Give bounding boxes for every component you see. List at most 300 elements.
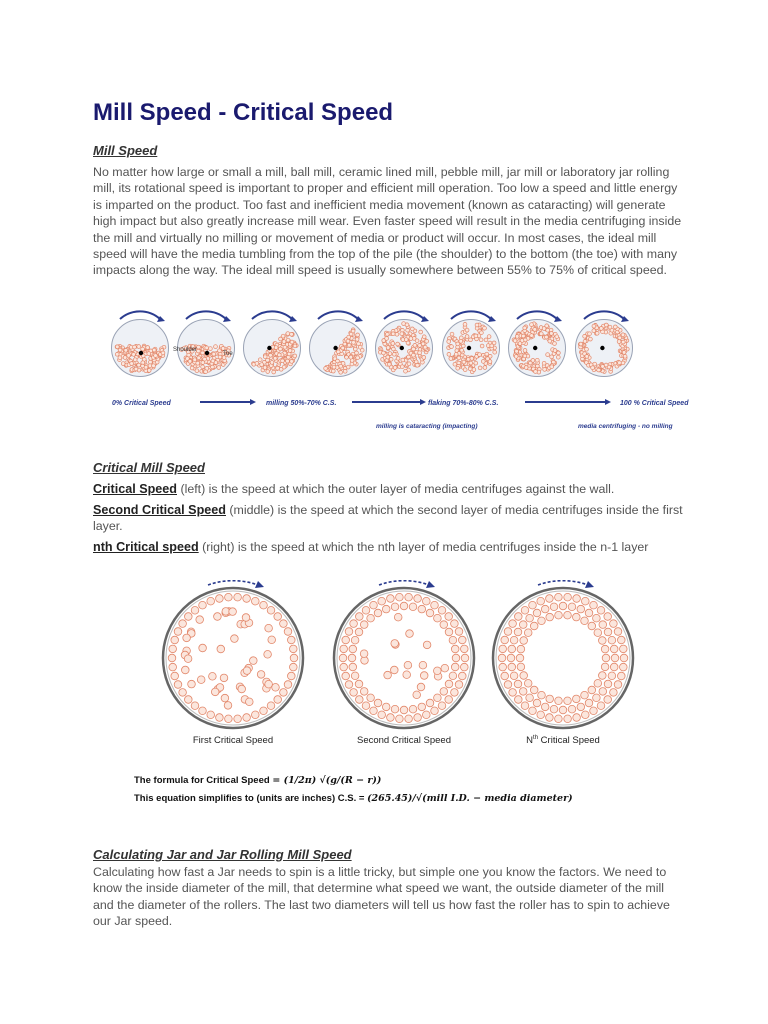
media-ball [409,603,417,611]
media-ball [201,365,205,369]
media-ball [483,366,487,370]
media-ball [258,358,262,362]
mill-speed-progression-figure [100,308,740,438]
media-ball [478,366,482,370]
media-ball [362,607,370,615]
media-ball [274,696,282,704]
mill-drum-row [112,311,633,376]
media-ball [201,361,205,365]
media-ball [121,362,125,366]
media-ball [589,337,593,341]
media-ball [557,351,561,355]
media-ball [478,353,482,357]
media-ball [593,694,601,702]
nth-critical-speed-text: (right) is the speed at which the nth layer of media centrifuges inside the n-1 layer [198,540,649,554]
media-ball [423,641,431,649]
media-ball [221,347,225,351]
mill-drum [376,311,433,376]
media-ball [286,359,290,363]
media-ball [449,357,453,361]
media-ball [519,621,527,629]
media-ball [582,597,590,605]
media-ball [152,348,156,352]
critical-drum [163,581,303,728]
media-ball [290,645,298,653]
media-ball [579,342,583,346]
media-ball [447,340,451,344]
media-ball [400,706,408,714]
nth-critical-speed-term: nth Critical speed [93,540,199,554]
media-ball [225,715,233,723]
media-ball [280,620,288,628]
media-ball [286,338,290,342]
media-ball [499,663,507,671]
media-ball [343,342,347,346]
media-ball [553,342,557,346]
media-ball [205,346,209,350]
media-ball [608,636,616,644]
media-ball [514,680,522,688]
media-ball [345,355,349,359]
media-ball [617,340,621,344]
media-ball [234,715,242,723]
rotation-arrow-icon [584,311,624,319]
media-ball [234,593,242,601]
page-title: Mill Speed - Critical Speed [93,99,394,126]
media-ball [218,355,222,359]
media-ball [342,672,350,680]
section-heading-critical-mill-speed: Critical Mill Speed [93,460,205,475]
media-ball [350,362,354,366]
media-ball [564,697,572,705]
media-ball [345,628,353,636]
media-ball [425,339,429,343]
media-ball [451,689,459,697]
media-ball [517,645,525,653]
media-ball [559,706,567,714]
media-ball [475,323,479,327]
media-ball [462,360,466,364]
media-ball [445,696,453,704]
media-ball [581,691,589,699]
media-ball [406,630,414,638]
media-ball [382,351,386,355]
media-ball [577,703,585,711]
media-ball [618,336,622,340]
media-ball [214,345,218,349]
media-ball [585,355,589,359]
media-ball [356,356,360,360]
media-ball [521,607,529,615]
media-ball [535,358,539,362]
second-critical-speed-definition [93,502,683,535]
media-ball [413,691,421,699]
media-ball [524,680,532,688]
media-ball [610,689,618,697]
media-ball [526,614,534,622]
media-ball [225,593,233,601]
media-ball [404,661,412,669]
media-ball [533,609,541,617]
media-ball [179,689,187,697]
media-ball [290,360,294,364]
media-ball [431,707,439,715]
media-ball [469,338,473,342]
media-ball [184,655,192,663]
media-ball [602,654,610,662]
media-ball [360,650,368,658]
media-ball [182,666,190,674]
media-ball [493,350,497,354]
mill-drum [112,311,169,376]
media-ball [608,325,612,329]
media-ball [403,671,411,679]
media-ball [542,327,546,331]
media-ball [242,614,250,622]
media-ball [339,370,343,374]
media-ball [526,694,534,702]
media-ball [356,333,360,337]
media-ball [610,620,618,628]
media-ball [530,686,538,694]
media-ball [169,663,177,671]
media-ball [504,628,512,636]
media-ball [132,353,136,357]
media-ball [207,711,215,719]
media-ball [440,688,448,696]
media-ball [137,345,141,349]
formula-line-2: This equation simplifies to (units are inches) C.S. = (265.45)/√(mill I.D. − media diameter) [134,793,573,804]
media-ball [360,621,368,629]
media-ball [252,597,260,605]
mill-drum [509,311,566,376]
mill-drum [576,311,633,376]
media-ball [147,352,151,356]
media-ball [426,699,434,707]
media-ball [585,699,593,707]
media-ball [350,689,358,697]
media-ball [355,680,363,688]
media-ball [573,613,581,621]
rotation-arrow-icon [208,581,258,585]
media-ball [404,369,408,373]
media-ball [588,332,592,336]
toe-label: Toe [223,351,233,357]
media-ball [455,628,463,636]
media-ball [595,331,599,335]
media-ball [445,680,453,688]
rotation-arrow-icon [379,581,429,585]
media-ball [546,613,554,621]
critical-drum-row [163,581,633,728]
media-ball [604,680,612,688]
media-ball [179,620,187,628]
media-ball [470,357,474,361]
media-ball [214,613,222,621]
media-ball [257,671,265,679]
media-ball [422,335,426,339]
media-ball [590,601,598,609]
media-ball [255,362,259,366]
media-ball [523,326,527,330]
media-ball [452,654,460,662]
media-ball [263,366,267,370]
media-ball [197,356,201,360]
media-ball [267,607,275,615]
media-ball [370,601,378,609]
second-critical-speed-caption: Second Critical Speed [357,735,451,746]
media-ball [423,711,431,719]
media-ball [378,711,386,719]
media-ball [463,322,467,326]
media-ball [144,365,148,369]
media-ball [134,367,138,371]
media-ball [288,672,296,680]
media-ball [348,654,356,662]
media-ball [171,672,179,680]
media-ball [461,663,469,671]
media-ball [204,370,208,374]
media-ball [523,349,527,353]
media-ball [169,645,177,653]
media-ball [391,342,395,346]
media-ball [581,617,589,625]
media-ball [583,339,587,343]
media-ball [454,352,458,356]
media-ball [509,620,517,628]
media-ball [594,680,602,688]
media-ball [623,354,627,358]
media-ball [438,607,446,615]
media-ball [387,714,395,722]
media-ball [613,325,617,329]
media-ball [573,595,581,603]
media-ball [412,353,416,357]
media-ball [343,369,347,373]
media-ball [243,595,251,603]
media-ball [149,360,153,364]
media-ball [250,657,258,665]
media-ball [469,361,473,365]
media-ball [386,346,390,350]
media-ball [290,332,294,336]
media-ball [387,362,391,366]
media-ball [352,341,356,345]
media-ball [384,671,392,679]
media-ball [604,613,612,621]
media-ball [351,636,359,644]
media-ball [418,351,422,355]
media-ball [588,686,596,694]
media-ball [263,355,267,359]
media-ball [419,661,427,669]
media-ball [604,628,612,636]
milling-range-label: milling 50%-70% C.S. [266,400,337,407]
arrowhead-icon [255,581,264,588]
media-ball [530,622,538,630]
media-ball [499,645,507,653]
media-ball [546,353,550,357]
media-ball [199,707,207,715]
media-ball [336,359,340,363]
media-ball [599,327,603,331]
media-ball [400,602,408,610]
media-ball [438,702,446,710]
drum-center [600,346,604,350]
media-ball [461,654,469,662]
media-ball [342,636,350,644]
media-ball [533,699,541,707]
media-ball [407,355,411,359]
media-ball [601,645,609,653]
media-ball [550,705,558,713]
jar-mill-paragraph: Calculating how fast a Jar needs to spin is a little tricky, but simple one you know the factors. We need to know the inside diameter of the mill, that determine what speed we want, the outside diameter of the mill and the diameter of the rollers. The last two diameters will tell us how fast the roller has to spin to achieve our Jar speed. [93,865,670,929]
centrifuging-label: media centrifuging - no milling [578,423,673,430]
media-ball [501,636,509,644]
media-ball [264,651,272,659]
formula-expression: = (1/2π) √(g/(R − r)) [272,775,382,786]
media-ball [414,714,422,722]
media-ball [423,597,431,605]
media-ball [610,663,618,671]
media-ball [591,366,595,370]
media-ball [416,363,420,367]
media-ball [281,359,285,363]
media-ball [357,342,361,346]
media-ball [123,356,127,360]
media-ball [401,358,405,362]
media-ball [272,684,280,692]
media-ball [137,363,141,367]
media-ball [115,345,119,349]
media-ball [217,366,221,370]
media-ball [510,636,518,644]
media-ball [594,629,602,637]
media-ball [382,605,390,613]
media-ball [555,697,563,705]
media-ball [405,323,409,327]
media-ball [340,663,348,671]
media-ball [534,370,538,374]
media-ball [604,323,608,327]
media-ball [392,347,396,351]
cataracting-label: milling is cataracting (impacting) [376,423,478,430]
media-ball [559,602,567,610]
media-ball [267,702,275,710]
media-ball [266,358,270,362]
media-ball [618,672,626,680]
media-ball [610,645,618,653]
media-ball [620,663,628,671]
media-ball [553,349,557,353]
media-ball [516,654,524,662]
media-ball [573,695,581,703]
media-ball [449,636,457,644]
media-ball [546,695,554,703]
media-ball [393,366,397,370]
media-ball [370,707,378,715]
media-ball [345,681,353,689]
media-ball [229,608,237,616]
media-ball [382,703,390,711]
media-ball [480,331,484,335]
media-ball [360,688,368,696]
media-ball [550,365,554,369]
media-ball [514,628,522,636]
media-ball [597,607,605,615]
media-ball [396,342,400,346]
media-ball [188,680,196,688]
media-ball [400,332,404,336]
media-ball [349,355,353,359]
media-ball [515,335,519,339]
media-ball [212,352,216,356]
media-ball [216,714,224,722]
media-ball [621,340,625,344]
drum-center [533,346,537,350]
media-ball [585,609,593,617]
media-ball [396,715,404,723]
media-ball [183,634,191,642]
media-ball [185,613,193,621]
media-ball [530,334,534,338]
media-ball [483,326,487,330]
media-ball [243,714,251,722]
media-ball [174,628,182,636]
media-ball [604,696,612,704]
media-ball [405,715,413,723]
media-ball [620,654,628,662]
media-ball [543,368,547,372]
media-ball [479,338,483,342]
media-ball [290,663,298,671]
media-ball [290,654,298,662]
media-ball [282,365,286,369]
media-ball [260,363,264,367]
media-ball [246,698,254,706]
drum-center [139,351,143,355]
media-ball [207,597,215,605]
media-ball [286,332,290,336]
media-ball [474,361,478,365]
media-ball [349,663,357,671]
media-ball [191,702,199,710]
zero-critical-speed-label: 0% Critical Speed [112,400,171,407]
media-ball [420,672,428,680]
media-ball [451,645,459,653]
media-ball [413,343,417,347]
media-ball [410,327,414,331]
media-ball [274,613,282,621]
mill-drum [443,311,500,376]
media-ball [387,595,395,603]
rotation-arrow-icon [120,311,160,319]
media-ball [573,714,581,722]
critical-speed-drums-figure [160,580,640,755]
media-ball [396,593,404,601]
media-ball [445,628,453,636]
media-ball [498,654,506,662]
media-ball [460,348,464,352]
media-ball [355,628,363,636]
media-ball [199,644,207,652]
media-ball [426,609,434,617]
media-ball [419,330,423,334]
media-ball [409,705,417,713]
rotation-arrow-icon [384,311,424,319]
media-ball [171,636,179,644]
section-heading-mill-speed: Mill Speed [93,143,158,158]
